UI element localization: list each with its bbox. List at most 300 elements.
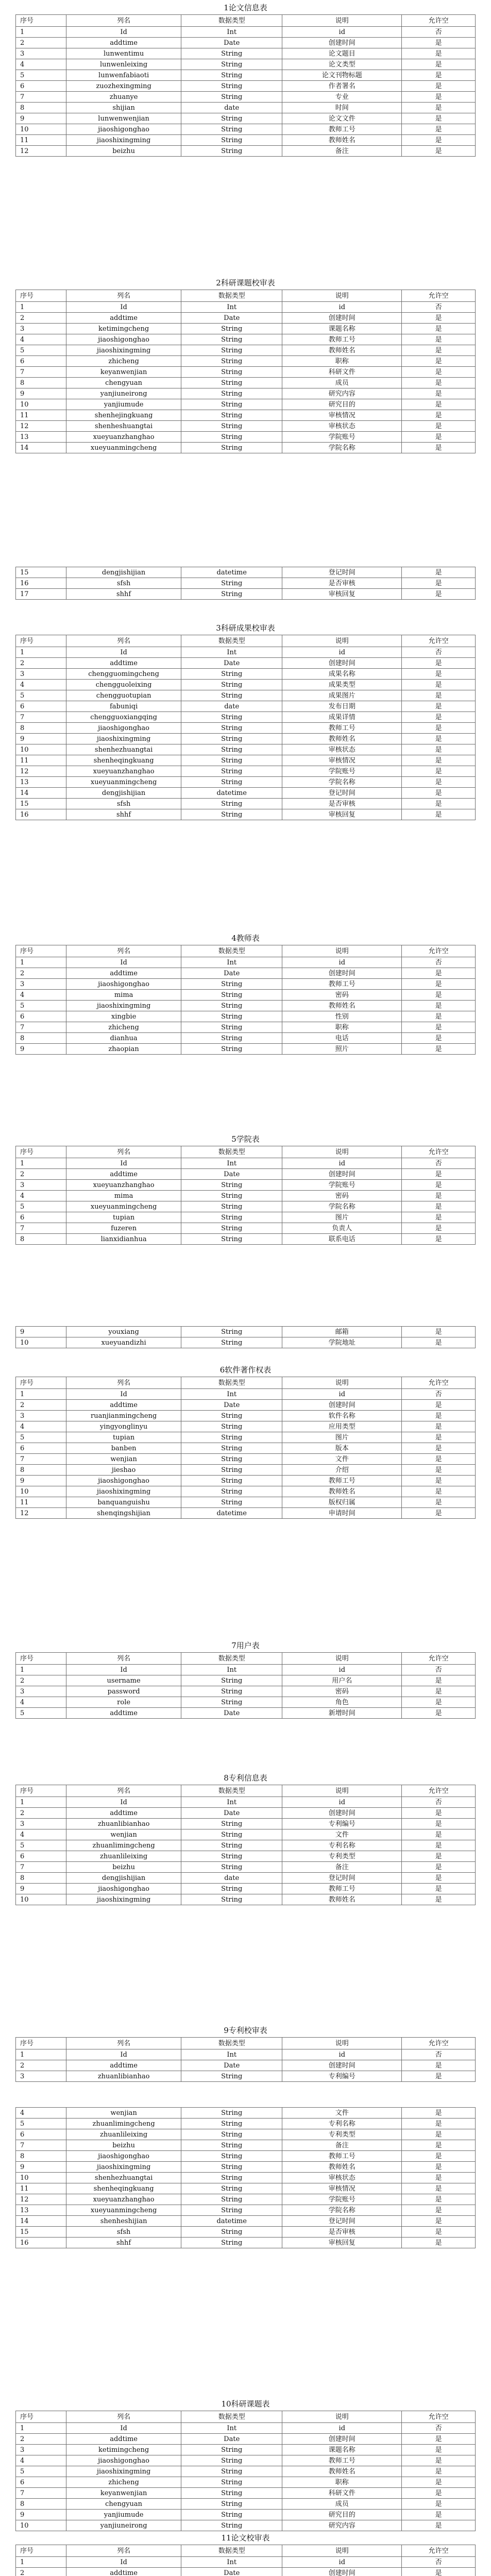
col-type: String [181,2071,282,2082]
table-row [16,1432,476,1443]
col-nullable: 是 [402,1421,476,1432]
table-row [16,1797,476,1808]
col-desc: 论文刊物标题 [282,70,402,81]
col-desc: 作者署名 [282,81,402,92]
col-nullable: 否 [402,302,476,313]
col-name: zhuanlileixing [66,2129,181,2140]
col-type: String [181,2510,282,2520]
col-index: 9 [16,1044,66,1055]
col-nullable: 否 [402,1797,476,1808]
col-desc: 密码 [282,1191,402,1201]
col-index: 7 [16,2140,66,2151]
section-title: 11论文校审表 [221,2533,270,2543]
col-nullable: 是 [402,1697,476,1708]
col-nullable: 是 [402,744,476,755]
col-desc: id [282,2557,402,2568]
col-name: lunwenfabiaoti [66,70,181,81]
col-desc: 教师姓名 [282,2162,402,2173]
table-header-row [16,945,476,957]
col-index: 12 [16,1508,66,1519]
table-row [16,2119,476,2129]
header-col-name: 列名 [66,15,181,27]
col-nullable: 是 [402,345,476,356]
col-index: 5 [16,1708,66,1719]
table-row [16,2183,476,2194]
col-type: String [181,1033,282,1044]
col-index: 2 [16,2060,66,2071]
col-desc: 学院名称 [282,443,402,453]
header-col-desc: 说明 [282,2545,402,2557]
col-type: String [181,766,282,777]
col-type: Int [181,302,282,313]
col-desc: 教师工号 [282,334,402,345]
col-nullable: 否 [402,957,476,968]
col-desc: 备注 [282,2140,402,2151]
col-type: String [181,1001,282,1011]
col-type: String [181,1201,282,1212]
col-index: 5 [16,1001,66,1011]
col-index: 1 [16,2423,66,2434]
table-row [16,1851,476,1862]
col-nullable: 是 [402,1675,476,1686]
col-type: String [181,1840,282,1851]
col-name: chengguoleixing [66,680,181,690]
col-name: Id [66,2557,181,2568]
col-index: 1 [16,27,66,38]
col-type: String [181,712,282,723]
col-name: addtime [66,2060,181,2071]
col-name: Id [66,27,181,38]
table-row [16,1465,476,1476]
col-index: 4 [16,680,66,690]
table-row [16,1686,476,1697]
table-row [16,2108,476,2119]
col-desc: id [282,957,402,968]
table-row [16,990,476,1001]
col-nullable: 是 [402,2568,476,2576]
col-type: String [181,146,282,157]
table-row [16,1829,476,1840]
col-index: 8 [16,1873,66,1884]
col-index: 8 [16,1465,66,1476]
col-name: jiaoshixingming [66,1001,181,1011]
col-desc: 论文类型 [282,59,402,70]
col-type: String [181,2455,282,2466]
col-name: yanjiuneirong [66,2520,181,2531]
table-row [16,1665,476,1675]
col-desc: 审核状态 [282,421,402,432]
col-name: dengjishijian [66,788,181,799]
col-type: Int [181,27,282,38]
col-type: Date [181,658,282,669]
col-desc: 新增时间 [282,1708,402,1719]
col-type: String [181,1686,282,1697]
col-type: String [181,1454,282,1465]
col-nullable: 是 [402,421,476,432]
col-nullable: 是 [402,103,476,113]
col-index: 4 [16,1191,66,1201]
col-desc: 创建时间 [282,1808,402,1819]
col-type: datetime [181,2216,282,2227]
col-index: 3 [16,979,66,990]
table-row [16,788,476,799]
col-name: fabuniqi [66,701,181,712]
col-nullable: 是 [402,124,476,135]
table-row [16,723,476,734]
header-col-desc: 说明 [282,15,402,27]
col-desc: 版本 [282,1443,402,1454]
col-name: jiaoshigonghao [66,979,181,990]
col-type: Date [181,1708,282,1719]
col-name: Id [66,647,181,658]
col-name: zuozhexingming [66,81,181,92]
table-row [16,809,476,820]
col-nullable: 是 [402,799,476,809]
col-type: String [181,70,282,81]
col-index: 12 [16,421,66,432]
col-index: 6 [16,2477,66,2488]
header-col-name: 列名 [66,1377,181,1389]
col-index: 11 [16,1497,66,1508]
col-index: 6 [16,1212,66,1223]
header-col-name: 列名 [66,1146,181,1158]
col-desc: 专业 [282,92,402,103]
header-col-type: 数据类型 [181,290,282,302]
col-nullable: 是 [402,378,476,388]
col-type: String [181,1011,282,1022]
col-name: jiaoshigonghao [66,1476,181,1486]
col-type: String [181,755,282,766]
col-nullable: 否 [402,1665,476,1675]
table-row [16,669,476,680]
col-desc: 审核情况 [282,755,402,766]
table-row [16,388,476,399]
col-desc: 版权归属 [282,1497,402,1508]
col-index: 4 [16,1829,66,1840]
col-nullable: 是 [402,669,476,680]
col-nullable: 是 [402,979,476,990]
col-desc: 图片 [282,1432,402,1443]
col-desc: 图片 [282,1212,402,1223]
col-index: 8 [16,103,66,113]
col-name: dengjishijian [66,567,181,578]
col-nullable: 是 [402,2140,476,2151]
col-nullable: 是 [402,1337,476,1348]
col-desc: 审核情况 [282,2183,402,2194]
col-name: jiaoshixingming [66,734,181,744]
col-index: 11 [16,410,66,421]
col-nullable: 否 [402,647,476,658]
col-type: Date [181,968,282,979]
col-desc: 登记时间 [282,2216,402,2227]
table-row [16,146,476,157]
col-nullable: 是 [402,146,476,157]
field-table [15,2107,476,2248]
col-nullable: 是 [402,1201,476,1212]
col-index: 6 [16,1011,66,1022]
header-col-desc: 说明 [282,1146,402,1158]
table-header-row [16,2545,476,2557]
col-type: String [181,723,282,734]
col-nullable: 是 [402,2205,476,2216]
col-desc: id [282,27,402,38]
col-nullable: 是 [402,589,476,600]
col-desc: id [282,2423,402,2434]
col-name: addtime [66,2434,181,2445]
col-index: 4 [16,59,66,70]
col-index: 4 [16,990,66,1001]
col-name: Id [66,1158,181,1169]
col-index: 2 [16,1808,66,1819]
table-header-row [16,1377,476,1389]
table-row [16,1476,476,1486]
col-type: String [181,1212,282,1223]
col-nullable: 是 [402,70,476,81]
col-desc: 创建时间 [282,38,402,48]
col-nullable: 是 [402,2520,476,2531]
table-row [16,777,476,788]
col-nullable: 是 [402,2510,476,2520]
col-index: 1 [16,1389,66,1400]
col-index: 9 [16,1884,66,1894]
col-type: String [181,2499,282,2510]
col-name: xueyuandizhi [66,1337,181,1348]
table-row [16,1158,476,1169]
header-col-index: 序号 [16,1377,66,1389]
table-row [16,2205,476,2216]
col-index: 6 [16,1443,66,1454]
col-name: beizhu [66,146,181,157]
col-index: 3 [16,669,66,680]
table-row [16,1001,476,1011]
col-type: String [181,1022,282,1033]
header-col-type: 数据类型 [181,2038,282,2049]
table-row [16,124,476,135]
header-col-index: 序号 [16,2038,66,2049]
col-desc: id [282,1158,402,1169]
table-row [16,1819,476,1829]
col-index: 6 [16,701,66,712]
col-index: 5 [16,690,66,701]
table-row [16,1421,476,1432]
col-desc: 成员 [282,2499,402,2510]
col-desc: 学院账号 [282,1180,402,1191]
col-desc: 学院地址 [282,1337,402,1348]
col-nullable: 是 [402,2183,476,2194]
col-type: date [181,103,282,113]
table-row [16,410,476,421]
col-name: Id [66,2423,181,2434]
col-name: lunwenwenjian [66,113,181,124]
col-type: String [181,1675,282,1686]
col-desc: 创建时间 [282,1400,402,1411]
col-name: jiaoshigonghao [66,2455,181,2466]
col-index: 4 [16,1697,66,1708]
field-table [15,1146,476,1245]
col-index: 7 [16,2488,66,2499]
col-desc: 成员 [282,378,402,388]
col-nullable: 是 [402,567,476,578]
col-nullable: 是 [402,1840,476,1851]
col-type: Date [181,1808,282,1819]
col-type: String [181,669,282,680]
table-row [16,1443,476,1454]
col-nullable: 是 [402,2488,476,2499]
table-row [16,103,476,113]
col-name: xueyuanzhanghao [66,432,181,443]
col-name: xueyuanzhanghao [66,1180,181,1191]
col-index: 10 [16,2173,66,2183]
col-nullable: 是 [402,2216,476,2227]
col-index: 10 [16,1337,66,1348]
col-type: String [181,2488,282,2499]
col-index: 3 [16,324,66,334]
col-desc: 备注 [282,146,402,157]
col-type: String [181,1497,282,1508]
col-desc: 课题名称 [282,2445,402,2455]
col-index: 13 [16,432,66,443]
col-type: String [181,2466,282,2477]
col-nullable: 是 [402,92,476,103]
col-name: jiaoshigonghao [66,124,181,135]
col-name: zhuanlibianhao [66,2071,181,2082]
col-name: jiaoshixingming [66,1894,181,1905]
col-nullable: 否 [402,2423,476,2434]
table-row [16,2173,476,2183]
col-type: String [181,2129,282,2140]
col-type: String [181,809,282,820]
col-type: Int [181,2049,282,2060]
section-title: 5学院表 [231,1134,260,1144]
col-desc: 教师姓名 [282,345,402,356]
col-type: String [181,92,282,103]
col-type: String [181,2162,282,2173]
col-name: addtime [66,1808,181,1819]
col-index: 1 [16,957,66,968]
col-name: shenqingshijian [66,1508,181,1519]
col-name: tupian [66,1212,181,1223]
section-title: 6软件著作权表 [219,1365,272,1375]
table-row [16,968,476,979]
col-desc: 教师工号 [282,2151,402,2162]
table-row [16,589,476,600]
col-nullable: 是 [402,1022,476,1033]
col-type: String [181,443,282,453]
col-name: ketimingcheng [66,324,181,334]
table-row [16,2194,476,2205]
col-type: String [181,388,282,399]
table-row [16,378,476,388]
col-name: yanjiumude [66,2510,181,2520]
table-row [16,59,476,70]
col-desc: 负责人 [282,1223,402,1234]
col-name: mima [66,1191,181,1201]
col-index: 10 [16,1894,66,1905]
col-nullable: 是 [402,1476,476,1486]
col-desc: 教师姓名 [282,1486,402,1497]
table-row [16,1675,476,1686]
col-type: Int [181,647,282,658]
col-name: addtime [66,2568,181,2576]
table-row [16,1497,476,1508]
table-row [16,2520,476,2531]
col-type: String [181,1443,282,1454]
col-type: String [181,2194,282,2205]
col-name: banquanguishu [66,1497,181,1508]
col-desc: 审核回复 [282,2238,402,2248]
col-type: String [181,421,282,432]
col-nullable: 是 [402,766,476,777]
col-index: 5 [16,2119,66,2129]
col-name: addtime [66,1169,181,1180]
col-nullable: 是 [402,388,476,399]
col-desc: 教师姓名 [282,1894,402,1905]
col-type: Int [181,1797,282,1808]
col-nullable: 是 [402,1400,476,1411]
col-nullable: 是 [402,2499,476,2510]
field-table [15,945,476,1055]
field-table [15,1785,476,1905]
col-desc: id [282,1389,402,1400]
col-nullable: 是 [402,1169,476,1180]
col-type: String [181,1180,282,1191]
col-type: Date [181,2060,282,2071]
table-row [16,2151,476,2162]
header-col-name: 列名 [66,2411,181,2423]
col-nullable: 是 [402,313,476,324]
col-nullable: 是 [402,1708,476,1719]
header-col-nullable: 允许空 [402,2038,476,2049]
col-type: String [181,578,282,589]
col-type: String [181,990,282,1001]
col-name: lunwentimu [66,48,181,59]
col-type: Date [181,2434,282,2445]
table-row [16,1508,476,1519]
col-nullable: 是 [402,777,476,788]
col-desc: 科研文件 [282,367,402,378]
col-desc: id [282,1665,402,1675]
col-index: 6 [16,1851,66,1862]
col-index: 2 [16,1675,66,1686]
col-nullable: 是 [402,701,476,712]
section-title: 3科研成果校审表 [216,623,275,633]
col-name: zhuanye [66,92,181,103]
header-col-index: 序号 [16,945,66,957]
col-nullable: 是 [402,356,476,367]
col-desc: 职称 [282,1022,402,1033]
col-desc: 成果图片 [282,690,402,701]
col-type: String [181,48,282,59]
col-name: xueyuanzhanghao [66,766,181,777]
col-nullable: 是 [402,2108,476,2119]
col-desc: 专利名称 [282,1840,402,1851]
header-col-name: 列名 [66,1785,181,1797]
table-row [16,701,476,712]
col-name: ketimingcheng [66,2445,181,2455]
col-index: 16 [16,578,66,589]
field-table [15,567,476,600]
col-nullable: 是 [402,734,476,744]
table-row [16,92,476,103]
col-nullable: 是 [402,1851,476,1862]
col-name: jiaoshixingming [66,135,181,146]
col-type: datetime [181,567,282,578]
col-nullable: 是 [402,410,476,421]
col-name: fuzeren [66,1223,181,1234]
col-name: dengjishijian [66,1873,181,1884]
header-col-type: 数据类型 [181,2545,282,2557]
col-index: 1 [16,2557,66,2568]
